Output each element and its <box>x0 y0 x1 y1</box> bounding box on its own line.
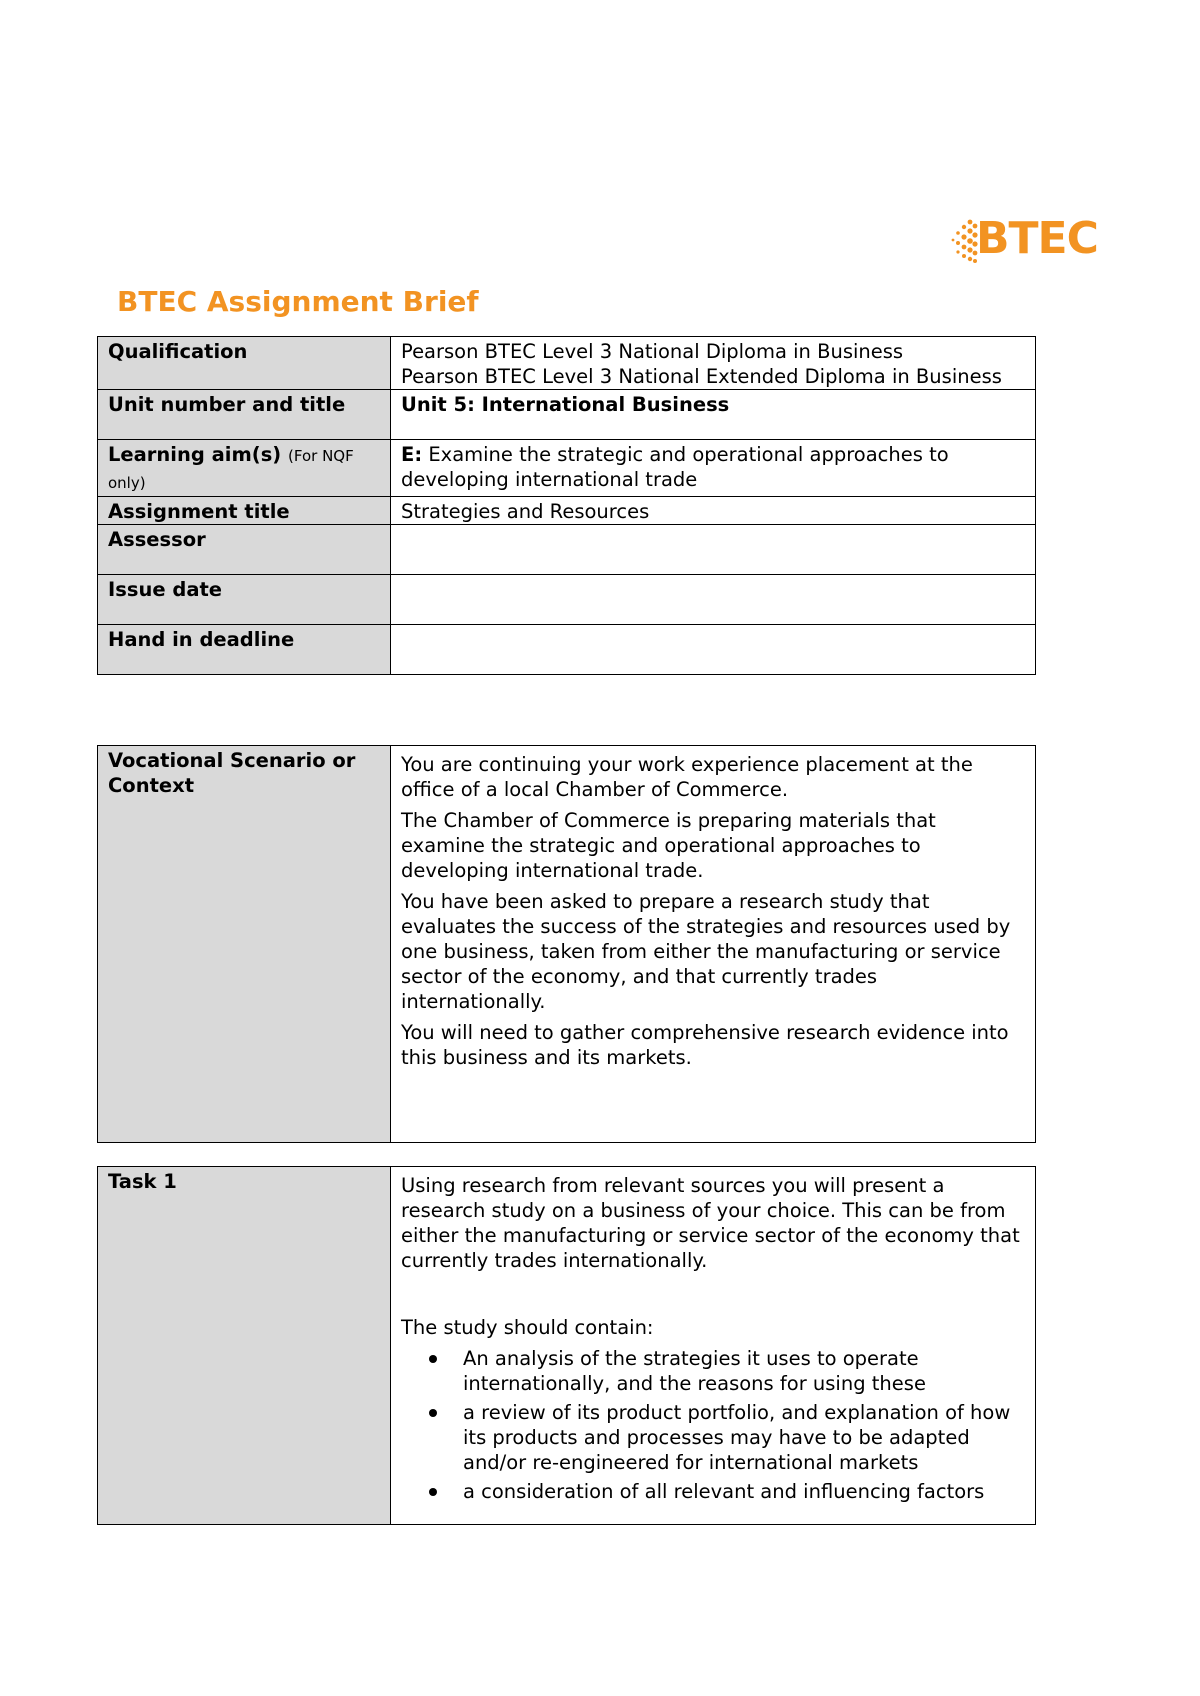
table-row <box>98 746 1036 1143</box>
logo-dots-icon <box>948 218 978 264</box>
scenario-label: Vocational Scenario or Context <box>98 746 391 1143</box>
deadline-label: Hand in deadline <box>98 625 391 675</box>
qualification-line: Pearson BTEC Level 3 National Diploma in Business <box>401 340 904 363</box>
list-item <box>463 1479 1025 1504</box>
table-row <box>98 497 1036 525</box>
assignment-title-value: Strategies and Resources <box>391 497 1036 525</box>
deadline-value <box>391 625 1036 675</box>
table-row <box>98 1167 1036 1525</box>
logo-text: BTEC <box>976 213 1098 264</box>
page-title: BTEC Assignment Brief <box>117 285 479 318</box>
task1-table <box>97 1166 1036 1525</box>
scenario-paragraph: The Chamber of Commerce is preparing materials that examine the strategic and operational approaches to developing international trade. <box>401 809 936 882</box>
table-row <box>98 525 1036 575</box>
task1-list <box>401 1346 1025 1504</box>
learning-aim-note: (For NQF only) <box>108 447 354 492</box>
table-row <box>98 390 1036 440</box>
issue-date-value <box>391 575 1036 625</box>
list-item-text: a review of its product portfolio, and explanation of how its products and processes may have to be adapted and/or re-engineered for international markets <box>463 1401 1011 1474</box>
learning-aim-value-cell <box>391 440 1036 497</box>
details-table <box>97 336 1036 675</box>
bullet-icon <box>429 1355 437 1363</box>
scenario-paragraph: You have been asked to prepare a research study that evaluates the success of the strategies and resources used by one business, taken from either the manufacturing or service sector of the economy, and that currently trades internationally. <box>401 890 1011 1013</box>
unit-value: Unit 5: International Business <box>391 390 1036 440</box>
assignment-title-label: Assignment title <box>98 497 391 525</box>
list-item <box>463 1346 1025 1396</box>
scenario-table <box>97 745 1036 1143</box>
qualification-label: Qualification <box>98 337 391 390</box>
scenario-paragraph: You will need to gather comprehensive research evidence into this business and its markets. <box>401 1021 1009 1069</box>
qualification-line: Pearson BTEC Level 3 National Extended Diploma in Business <box>401 365 1002 388</box>
bullet-icon <box>429 1409 437 1417</box>
task1-contains: The study should contain: <box>401 1316 654 1339</box>
table-row <box>98 625 1036 675</box>
spacer <box>401 1279 1025 1315</box>
scenario-paragraph: You are continuing your work experience placement at the office of a local Chamber of Commerce. <box>401 753 973 801</box>
table-row <box>98 440 1036 497</box>
scenario-content <box>391 746 1036 1143</box>
issue-date-label: Issue date <box>98 575 391 625</box>
task1-content <box>391 1167 1036 1525</box>
table-row <box>98 575 1036 625</box>
assessor-label: Assessor <box>98 525 391 575</box>
unit-label: Unit number and title <box>98 390 391 440</box>
list-item-text: An analysis of the strategies it uses to operate internationally, and the reasons for using these <box>463 1347 926 1395</box>
table-row <box>98 337 1036 390</box>
assessor-value <box>391 525 1036 575</box>
learning-aim-code: E: <box>401 443 423 466</box>
list-item-text: a consideration of all relevant and influencing factors <box>463 1480 985 1503</box>
task1-intro: Using research from relevant sources you will present a research study on a business of your choice. This can be from either the manufacturing or service sector of the economy that currently trades internationally. <box>401 1174 1020 1272</box>
learning-aim-label: Learning aim(s) <box>108 443 282 466</box>
task1-label: Task 1 <box>98 1167 391 1525</box>
learning-aim-label-cell <box>98 440 391 497</box>
qualification-value <box>391 337 1036 390</box>
list-item <box>463 1400 1025 1475</box>
learning-aim-value: Examine the strategic and operational approaches to developing international trade <box>401 443 949 491</box>
bullet-icon <box>429 1488 437 1496</box>
btec-logo <box>948 212 1096 270</box>
